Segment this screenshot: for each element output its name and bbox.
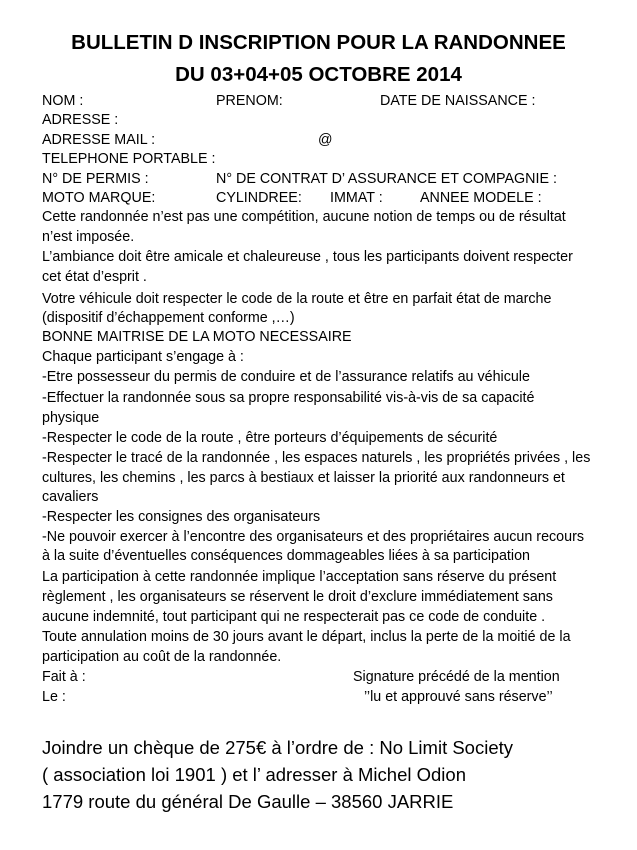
date-le-label: Le : <box>42 689 66 705</box>
text-line: cavaliers <box>42 489 99 505</box>
text-line: -Respecter le tracé de la randonnée , les espaces naturels , les propriétés privées , les <box>42 450 591 466</box>
text-line: à la suite d’éventuelles conséquences dommageables liées à sa participation <box>42 548 530 564</box>
text-line: règlement , les organisateurs se réservent le droit d’exclure immédiatement sans <box>42 589 553 605</box>
document-title-line-2: DU 03+04+05 OCTOBRE 2014 <box>175 63 462 86</box>
text-line: -Ne pouvoir exercer à l’encontre des organisateurs et des propriétaires aucun recours <box>42 529 584 545</box>
text-line: L’ambiance doit être amicale et chaleureuse , tous les participants doivent respecter <box>42 249 573 265</box>
text-line: aucune indemnité, tout participant qui ne respecterait pas ce code de conduite . <box>42 609 546 625</box>
document-title-line-1: BULLETIN D INSCRIPTION POUR LA RANDONNEE <box>71 31 566 54</box>
adresse-label: ADRESSE : <box>42 112 119 128</box>
text-line: Toute annulation moins de 30 jours avant le départ, inclus la perte de la moitié de la <box>42 629 571 645</box>
at-sign: @ <box>318 132 333 148</box>
annee-modele-label: ANNEE MODELE : <box>420 190 542 206</box>
moto-marque-label: MOTO MARQUE: <box>42 190 156 206</box>
text-line: -Effectuer la randonnée sous sa propre responsabilité vis-à-vis de sa capacité <box>42 390 535 406</box>
text-line: cultures, les chemins , les parcs à bestiaux et laisser la priorité aux randonneurs et <box>42 470 565 486</box>
text-line: Chaque participant s’engage à : <box>42 349 244 365</box>
text-line: physique <box>42 410 100 426</box>
text-line: -Respecter le code de la route , être porteurs d’équipements de sécurité <box>42 430 498 446</box>
text-line: La participation à cette randonnée implique l’acceptation sans réserve du présent <box>42 569 557 585</box>
text-line: (dispositif d’échappement conforme ,…) <box>42 310 295 326</box>
fait-a-label: Fait à : <box>42 669 86 685</box>
text-line: Votre véhicule doit respecter le code de la route et être en parfait état de marche <box>42 291 552 307</box>
telephone-label: TELEPHONE PORTABLE : <box>42 151 216 167</box>
date-naissance-label: DATE DE NAISSANCE : <box>380 93 536 109</box>
payment-line: 1779 route du général De Gaulle – 38560 JARRIE <box>42 791 454 812</box>
text-line: n’est imposée. <box>42 229 135 245</box>
immat-label: IMMAT : <box>330 190 383 206</box>
text-line: cet état d’esprit . <box>42 269 147 285</box>
text-line: -Etre possesseur du permis de conduire et de l’assurance relatifs au véhicule <box>42 369 530 385</box>
text-line: -Respecter les consignes des organisateurs <box>42 509 321 525</box>
nom-label: NOM : <box>42 93 84 109</box>
cylindree-label: CYLINDREE: <box>216 190 302 206</box>
text-line: BONNE MAITRISE DE LA MOTO NECESSAIRE <box>42 329 352 345</box>
adresse-mail-label: ADRESSE MAIL : <box>42 132 156 148</box>
lu-approuve-label: ’’lu et approuvé sans réserve’’ <box>364 689 553 705</box>
permis-label: N° DE PERMIS : <box>42 171 149 187</box>
contrat-assurance-label: N° DE CONTRAT D’ ASSURANCE ET COMPAGNIE : <box>216 171 557 187</box>
payment-line: Joindre un chèque de 275€ à l’ordre de : No Limit Society <box>42 737 514 758</box>
prenom-label: PRENOM: <box>216 93 283 109</box>
signature-mention-label: Signature précédé de la mention <box>353 669 560 685</box>
text-line: participation au coût de la randonnée. <box>42 649 282 665</box>
payment-line: ( association loi 1901 ) et l’ adresser à Michel Odion <box>42 764 466 785</box>
text-line: Cette randonnée n’est pas une compétition, aucune notion de temps ou de résultat <box>42 209 566 225</box>
